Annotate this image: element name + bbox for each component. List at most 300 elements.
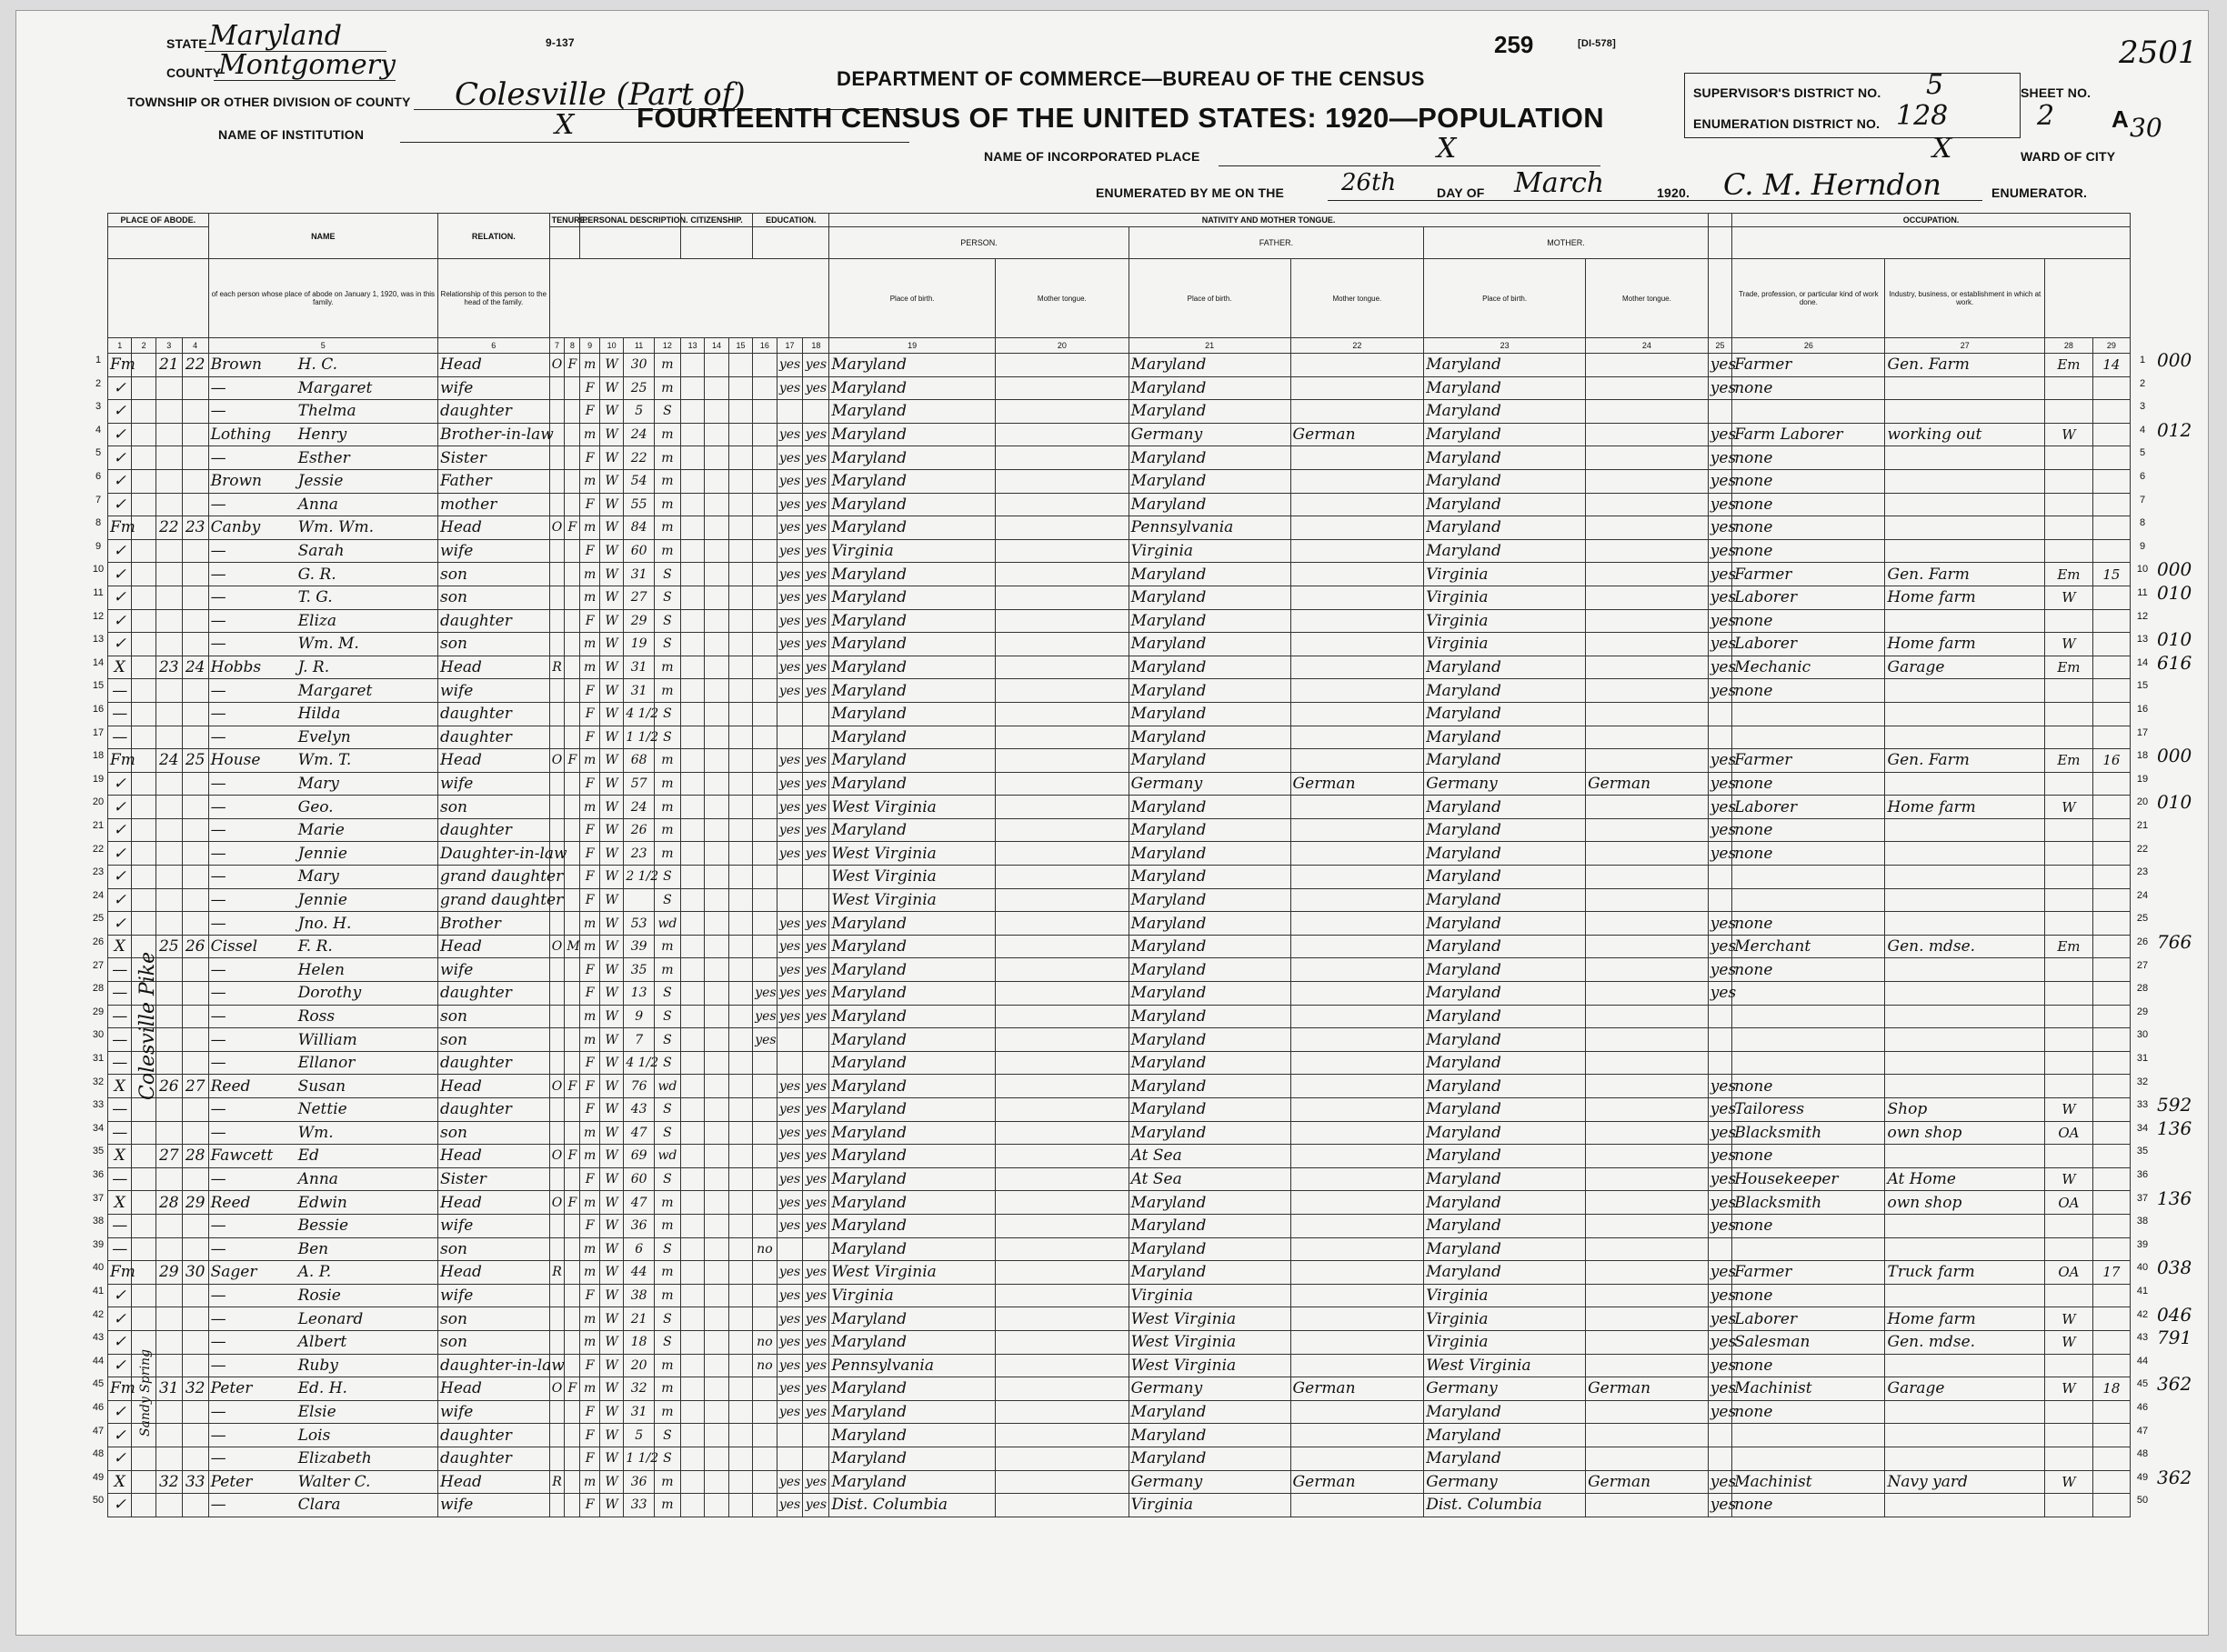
marital-cell: S bbox=[654, 1237, 680, 1261]
school-cell: no bbox=[753, 1354, 777, 1377]
incorporated-underline bbox=[1219, 165, 1600, 166]
family-cell bbox=[182, 563, 208, 586]
given-name: Ellanor bbox=[297, 1054, 356, 1073]
mother-tongue-cell bbox=[1586, 586, 1709, 609]
naturalization-year-cell bbox=[728, 1261, 752, 1285]
naturalization-year-cell bbox=[728, 1470, 752, 1494]
relation-cell: Head bbox=[438, 1145, 550, 1168]
class-cell bbox=[2044, 1005, 2092, 1028]
street-cell: X bbox=[108, 1075, 132, 1098]
trade-cell: none bbox=[1732, 609, 1885, 633]
dwelling-cell bbox=[155, 1098, 182, 1122]
mother-birthplace-cell: Maryland bbox=[1424, 1121, 1586, 1145]
farm-schedule-cell bbox=[2092, 935, 2130, 958]
surname: — bbox=[210, 1123, 226, 1142]
mother-tongue-cell bbox=[1586, 1051, 1709, 1075]
family-cell bbox=[182, 796, 208, 819]
class-cell: W bbox=[2044, 1330, 2092, 1354]
race-cell: W bbox=[599, 866, 623, 889]
mortgage-cell bbox=[565, 539, 580, 563]
write-cell: yes bbox=[803, 376, 829, 400]
surname: — bbox=[210, 402, 226, 421]
naturalized-cell bbox=[705, 935, 728, 958]
surname: — bbox=[210, 1006, 226, 1026]
table-row bbox=[108, 1145, 2131, 1168]
column-number: 2 bbox=[132, 338, 155, 354]
trade-cell bbox=[1732, 982, 1885, 1006]
sex-cell: F bbox=[580, 958, 600, 982]
naturalized-cell bbox=[705, 516, 728, 540]
trade-cell bbox=[1732, 866, 1885, 889]
mother-birthplace-cell: Maryland bbox=[1424, 539, 1586, 563]
mother-birthplace-cell: Maryland bbox=[1424, 1167, 1586, 1191]
given-name: Jessie bbox=[297, 472, 344, 491]
father-birthplace-cell: Maryland bbox=[1129, 656, 1290, 679]
immigration-year-cell bbox=[680, 818, 704, 842]
person-birthplace-cell: Maryland bbox=[829, 446, 996, 470]
person-tongue-cell bbox=[996, 516, 1129, 540]
county-underline bbox=[214, 80, 396, 81]
state-label: STATE bbox=[166, 36, 207, 51]
race-cell: W bbox=[599, 469, 623, 493]
father-tongue-cell: German bbox=[1290, 423, 1424, 446]
sex-cell: m bbox=[580, 1191, 600, 1215]
line-number-right: 32 bbox=[2136, 1076, 2149, 1087]
farm-schedule-cell bbox=[2092, 866, 2130, 889]
mother-birthplace-cell: Maryland bbox=[1424, 818, 1586, 842]
house-cell bbox=[132, 1447, 155, 1470]
marital-cell: m bbox=[654, 493, 680, 516]
name-cell bbox=[208, 818, 437, 842]
race-cell: W bbox=[599, 679, 623, 703]
house-cell bbox=[132, 1470, 155, 1494]
father-birthplace-cell: Germany bbox=[1129, 1377, 1290, 1401]
naturalization-year-cell bbox=[728, 1377, 752, 1401]
race-cell: W bbox=[599, 1145, 623, 1168]
school-cell bbox=[753, 1400, 777, 1424]
marital-cell: m bbox=[654, 1284, 680, 1307]
line-number-right: 30 bbox=[2136, 1029, 2149, 1041]
occupation-code: 012 bbox=[2157, 418, 2192, 441]
person-birthplace-cell: West Virginia bbox=[829, 866, 996, 889]
farm-schedule-cell bbox=[2092, 586, 2130, 609]
surname: Brown bbox=[210, 472, 262, 491]
english-cell bbox=[1708, 1028, 1731, 1052]
immigration-year-cell bbox=[680, 1377, 704, 1401]
surname: — bbox=[210, 542, 226, 561]
farm-schedule-cell: 15 bbox=[2092, 563, 2130, 586]
father-tongue-cell bbox=[1290, 586, 1424, 609]
street-cell: ✓ bbox=[108, 1494, 132, 1517]
read-cell: yes bbox=[777, 1470, 803, 1494]
house-cell bbox=[132, 609, 155, 633]
naturalized-cell bbox=[705, 796, 728, 819]
dwelling-cell: 31 bbox=[155, 1377, 182, 1401]
english-cell: yes bbox=[1708, 539, 1731, 563]
given-name: Nettie bbox=[297, 1100, 347, 1119]
name-cell bbox=[208, 586, 437, 609]
person-birthplace-cell: West Virginia bbox=[829, 888, 996, 912]
street-cell: ✓ bbox=[108, 423, 132, 446]
immigration-year-cell bbox=[680, 1028, 704, 1052]
surname: — bbox=[210, 1496, 226, 1515]
relation-cell: son bbox=[438, 1330, 550, 1354]
trade-cell: Farmer bbox=[1732, 563, 1885, 586]
family-cell bbox=[182, 376, 208, 400]
dwelling-cell: 25 bbox=[155, 935, 182, 958]
table-row bbox=[108, 958, 2131, 982]
mother-tongue-cell bbox=[1586, 749, 1709, 773]
race-cell: W bbox=[599, 702, 623, 726]
father-tongue-cell bbox=[1290, 1400, 1424, 1424]
street-cell: ✓ bbox=[108, 1307, 132, 1331]
write-cell: yes bbox=[803, 423, 829, 446]
name-cell bbox=[208, 516, 437, 540]
mother-birthplace-cell: Maryland bbox=[1424, 958, 1586, 982]
mother-birthplace-cell: Maryland bbox=[1424, 1237, 1586, 1261]
name-cell bbox=[208, 1005, 437, 1028]
mother-tongue-cell bbox=[1586, 516, 1709, 540]
trade-cell bbox=[1732, 888, 1885, 912]
english-cell: yes bbox=[1708, 818, 1731, 842]
relation-cell: wife bbox=[438, 679, 550, 703]
family-cell bbox=[182, 586, 208, 609]
naturalization-year-cell bbox=[728, 1447, 752, 1470]
write-cell: yes bbox=[803, 818, 829, 842]
trade-cell: Housekeeper bbox=[1732, 1167, 1885, 1191]
write-cell: yes bbox=[803, 609, 829, 633]
read-cell bbox=[777, 1051, 803, 1075]
father-birthplace-cell: Maryland bbox=[1129, 912, 1290, 936]
column-number: 12 bbox=[654, 338, 680, 354]
english-cell: yes bbox=[1708, 749, 1731, 773]
street-cell: ✓ bbox=[108, 539, 132, 563]
trade-cell: Laborer bbox=[1732, 633, 1885, 656]
relation-cell: daughter bbox=[438, 400, 550, 424]
line-number-right: 50 bbox=[2136, 1495, 2149, 1507]
father-tongue-cell: German bbox=[1290, 772, 1424, 796]
father-tongue-cell bbox=[1290, 1284, 1424, 1307]
table-row bbox=[108, 446, 2131, 470]
race-cell: W bbox=[599, 772, 623, 796]
father-tongue-cell bbox=[1290, 982, 1424, 1006]
write-cell bbox=[803, 702, 829, 726]
line-number-left: 7 bbox=[95, 494, 102, 506]
relation-cell: daughter bbox=[438, 726, 550, 749]
given-name: Jennie bbox=[297, 844, 347, 863]
street-cell: — bbox=[108, 1214, 132, 1237]
naturalized-cell bbox=[705, 702, 728, 726]
line-number-left: 17 bbox=[92, 726, 105, 738]
school-cell bbox=[753, 354, 777, 377]
write-cell: yes bbox=[803, 1470, 829, 1494]
given-name: Jennie bbox=[297, 890, 347, 909]
house-cell bbox=[132, 1307, 155, 1331]
column-number: 9 bbox=[580, 338, 600, 354]
english-cell: yes bbox=[1708, 1214, 1731, 1237]
family-cell: 25 bbox=[182, 749, 208, 773]
mortgage-cell bbox=[565, 818, 580, 842]
column-number-row bbox=[108, 338, 2131, 354]
read-cell: yes bbox=[777, 935, 803, 958]
ward-value: X bbox=[1932, 133, 1952, 165]
age-cell: 31 bbox=[624, 656, 655, 679]
table-row bbox=[108, 935, 2131, 958]
family-cell bbox=[182, 1121, 208, 1145]
father-tongue-cell bbox=[1290, 354, 1424, 377]
family-cell bbox=[182, 633, 208, 656]
table-row bbox=[108, 1005, 2131, 1028]
naturalized-cell bbox=[705, 1167, 728, 1191]
father-tongue-cell bbox=[1290, 1424, 1424, 1447]
father-tongue-cell bbox=[1290, 446, 1424, 470]
person-birthplace-cell: Maryland bbox=[829, 1470, 996, 1494]
write-cell: yes bbox=[803, 354, 829, 377]
line-number-right: 2 bbox=[2139, 377, 2146, 389]
mortgage-cell bbox=[565, 469, 580, 493]
family-cell bbox=[182, 912, 208, 936]
surname: — bbox=[210, 797, 226, 816]
industry-cell: Gen. mdse. bbox=[1885, 935, 2044, 958]
house-cell bbox=[132, 1191, 155, 1215]
class-cell bbox=[2044, 958, 2092, 982]
read-cell: yes bbox=[777, 423, 803, 446]
naturalized-cell bbox=[705, 1214, 728, 1237]
mortgage-cell bbox=[565, 888, 580, 912]
immigration-year-cell bbox=[680, 958, 704, 982]
relation-cell: grand daughter bbox=[438, 888, 550, 912]
surname: Sager bbox=[210, 1263, 257, 1282]
immigration-year-cell bbox=[680, 1284, 704, 1307]
immigration-year-cell bbox=[680, 912, 704, 936]
house-cell bbox=[132, 539, 155, 563]
english-cell: yes bbox=[1708, 912, 1731, 936]
line-number-right: 42 bbox=[2136, 1308, 2149, 1320]
column-number: 15 bbox=[728, 338, 752, 354]
incorporated-value: X bbox=[1437, 133, 1457, 165]
county-label: COUNTY bbox=[166, 65, 222, 80]
person-birthplace-cell: Maryland bbox=[829, 1400, 996, 1424]
race-cell: W bbox=[599, 935, 623, 958]
line-number-right: 21 bbox=[2136, 820, 2149, 831]
line-number-left: 36 bbox=[92, 1169, 105, 1180]
naturalization-year-cell bbox=[728, 982, 752, 1006]
age-cell: 36 bbox=[624, 1214, 655, 1237]
given-name: Elsie bbox=[297, 1403, 336, 1422]
owned-cell: O bbox=[549, 935, 565, 958]
column-number: 8 bbox=[565, 338, 580, 354]
line-number-right: 12 bbox=[2136, 610, 2149, 622]
house-cell bbox=[132, 1121, 155, 1145]
industry-cell bbox=[1885, 446, 2044, 470]
father-birthplace-cell: Maryland bbox=[1129, 888, 1290, 912]
school-cell bbox=[753, 516, 777, 540]
township-value: Colesville (Part of) bbox=[455, 76, 746, 113]
owned-cell bbox=[549, 446, 565, 470]
person-tongue-cell bbox=[996, 563, 1129, 586]
immigration-year-cell bbox=[680, 726, 704, 749]
marital-cell: m bbox=[654, 1377, 680, 1401]
father-tongue-cell bbox=[1290, 796, 1424, 819]
relation-cell: wife bbox=[438, 1400, 550, 1424]
read-cell: yes bbox=[777, 1400, 803, 1424]
mortgage-cell bbox=[565, 400, 580, 424]
write-cell: yes bbox=[803, 586, 829, 609]
description-header-row bbox=[108, 259, 2131, 338]
line-number-right: 16 bbox=[2136, 704, 2149, 715]
dwelling-cell bbox=[155, 1051, 182, 1075]
person-birthplace-cell: Maryland bbox=[829, 982, 996, 1006]
write-cell: yes bbox=[803, 842, 829, 866]
column-number: 10 bbox=[599, 338, 623, 354]
surname: Hobbs bbox=[210, 658, 262, 677]
marital-cell: m bbox=[654, 958, 680, 982]
trade-cell: none bbox=[1732, 1284, 1885, 1307]
table-row bbox=[108, 1167, 2131, 1191]
street-cell: ✓ bbox=[108, 563, 132, 586]
surname: — bbox=[210, 914, 226, 933]
father-birthplace-cell: Maryland bbox=[1129, 866, 1290, 889]
mother-birthplace-cell: Maryland bbox=[1424, 796, 1586, 819]
industry-cell bbox=[1885, 842, 2044, 866]
read-cell: yes bbox=[777, 749, 803, 773]
mother-tongue-cell bbox=[1586, 1028, 1709, 1052]
industry-cell bbox=[1885, 376, 2044, 400]
family-cell bbox=[182, 958, 208, 982]
relation-description: Relationship of this person to the head of the family. bbox=[438, 259, 550, 338]
person-tongue-cell bbox=[996, 1494, 1129, 1517]
family-cell bbox=[182, 702, 208, 726]
mother-birthplace-cell: Virginia bbox=[1424, 633, 1586, 656]
name-cell bbox=[208, 679, 437, 703]
marital-cell: S bbox=[654, 1424, 680, 1447]
person-birthplace-cell: Maryland bbox=[829, 912, 996, 936]
class-cell: W bbox=[2044, 796, 2092, 819]
mother-tongue-cell bbox=[1586, 912, 1709, 936]
father-birthplace-cell: Maryland bbox=[1129, 1028, 1290, 1052]
naturalization-year-cell bbox=[728, 516, 752, 540]
person-birthplace-cell: Maryland bbox=[829, 1075, 996, 1098]
mother-birthplace-cell: Maryland bbox=[1424, 516, 1586, 540]
table-row bbox=[108, 1075, 2131, 1098]
column-number: 18 bbox=[803, 338, 829, 354]
father-birthplace-cell: Maryland bbox=[1129, 1005, 1290, 1028]
relation-cell: daughter-in-law bbox=[438, 1354, 550, 1377]
mortgage-cell bbox=[565, 982, 580, 1006]
industry-cell bbox=[1885, 1214, 2044, 1237]
line-number-right: 33 bbox=[2136, 1099, 2149, 1111]
industry-cell: Home farm bbox=[1885, 633, 2044, 656]
line-number-right: 20 bbox=[2136, 796, 2149, 808]
age-cell: 60 bbox=[624, 1167, 655, 1191]
line-number-right: 39 bbox=[2136, 1238, 2149, 1250]
mother-tongue-cell bbox=[1586, 563, 1709, 586]
mortgage-cell: F bbox=[565, 749, 580, 773]
immigration-year-cell bbox=[680, 586, 704, 609]
father-tongue-cell bbox=[1290, 1005, 1424, 1028]
family-cell: 23 bbox=[182, 516, 208, 540]
race-cell: W bbox=[599, 982, 623, 1006]
mother-tongue-cell bbox=[1586, 1261, 1709, 1285]
person-birthplace-cell: Maryland bbox=[829, 1098, 996, 1122]
line-number-left: 41 bbox=[92, 1286, 105, 1297]
person-tongue-cell bbox=[996, 446, 1129, 470]
person-birthplace-cell: Maryland bbox=[829, 679, 996, 703]
mortgage-cell bbox=[565, 1400, 580, 1424]
mother-birthplace-cell: Maryland bbox=[1424, 1214, 1586, 1237]
mortgage-cell bbox=[565, 609, 580, 633]
relation-cell: daughter bbox=[438, 982, 550, 1006]
mortgage-cell bbox=[565, 586, 580, 609]
house-cell bbox=[132, 469, 155, 493]
age-cell: 26 bbox=[624, 818, 655, 842]
father-tongue-cell bbox=[1290, 563, 1424, 586]
class-cell: W bbox=[2044, 633, 2092, 656]
mortgage-cell bbox=[565, 563, 580, 586]
dwelling-cell: 27 bbox=[155, 1145, 182, 1168]
industry-cell: working out bbox=[1885, 423, 2044, 446]
write-cell: yes bbox=[803, 1005, 829, 1028]
father-tongue-cell bbox=[1290, 1447, 1424, 1470]
mother-birthplace-cell: Maryland bbox=[1424, 702, 1586, 726]
line-number-left: 15 bbox=[92, 680, 105, 692]
english-cell: yes bbox=[1708, 1284, 1731, 1307]
owned-cell bbox=[549, 586, 565, 609]
house-cell bbox=[132, 586, 155, 609]
occupation-code: 136 bbox=[2157, 1186, 2192, 1209]
english-cell bbox=[1708, 888, 1731, 912]
name-cell bbox=[208, 609, 437, 633]
mother-birthplace-cell: Maryland bbox=[1424, 376, 1586, 400]
surname: — bbox=[210, 727, 226, 746]
given-name: Helen bbox=[297, 960, 345, 979]
surname: — bbox=[210, 1403, 226, 1422]
name-cell bbox=[208, 935, 437, 958]
marital-cell: m bbox=[654, 1261, 680, 1285]
marital-cell: m bbox=[654, 656, 680, 679]
marital-cell: S bbox=[654, 1330, 680, 1354]
father-birthplace-cell: Maryland bbox=[1129, 633, 1290, 656]
school-cell bbox=[753, 493, 777, 516]
write-cell: yes bbox=[803, 1167, 829, 1191]
school-cell: yes bbox=[753, 982, 777, 1006]
person-tongue-cell bbox=[996, 842, 1129, 866]
naturalized-cell bbox=[705, 1284, 728, 1307]
census-title: FOURTEENTH CENSUS OF THE UNITED STATES: 1920—POPULATION bbox=[637, 102, 1605, 134]
occupation-code: 362 bbox=[2157, 1373, 2192, 1396]
naturalized-cell bbox=[705, 1330, 728, 1354]
naturalization-year-cell bbox=[728, 563, 752, 586]
line-number-left: 37 bbox=[92, 1192, 105, 1204]
father-birthplace-cell: Maryland bbox=[1129, 1261, 1290, 1285]
name-cell bbox=[208, 702, 437, 726]
farm-schedule-cell: 17 bbox=[2092, 1261, 2130, 1285]
family-cell bbox=[182, 423, 208, 446]
sex-cell: m bbox=[580, 423, 600, 446]
sex-cell: F bbox=[580, 1424, 600, 1447]
ward-label: WARD OF CITY bbox=[2021, 149, 2116, 164]
mortgage-cell: M bbox=[565, 935, 580, 958]
street-cell: ✓ bbox=[108, 1330, 132, 1354]
person-tongue-cell bbox=[996, 1237, 1129, 1261]
sex-cell: m bbox=[580, 1307, 600, 1331]
name-cell bbox=[208, 469, 437, 493]
mother-birthplace-cell: Dist. Columbia bbox=[1424, 1494, 1586, 1517]
column-number: 3 bbox=[155, 338, 182, 354]
father-tongue-cell bbox=[1290, 1121, 1424, 1145]
naturalization-year-cell bbox=[728, 679, 752, 703]
mother-tongue-cell bbox=[1586, 493, 1709, 516]
